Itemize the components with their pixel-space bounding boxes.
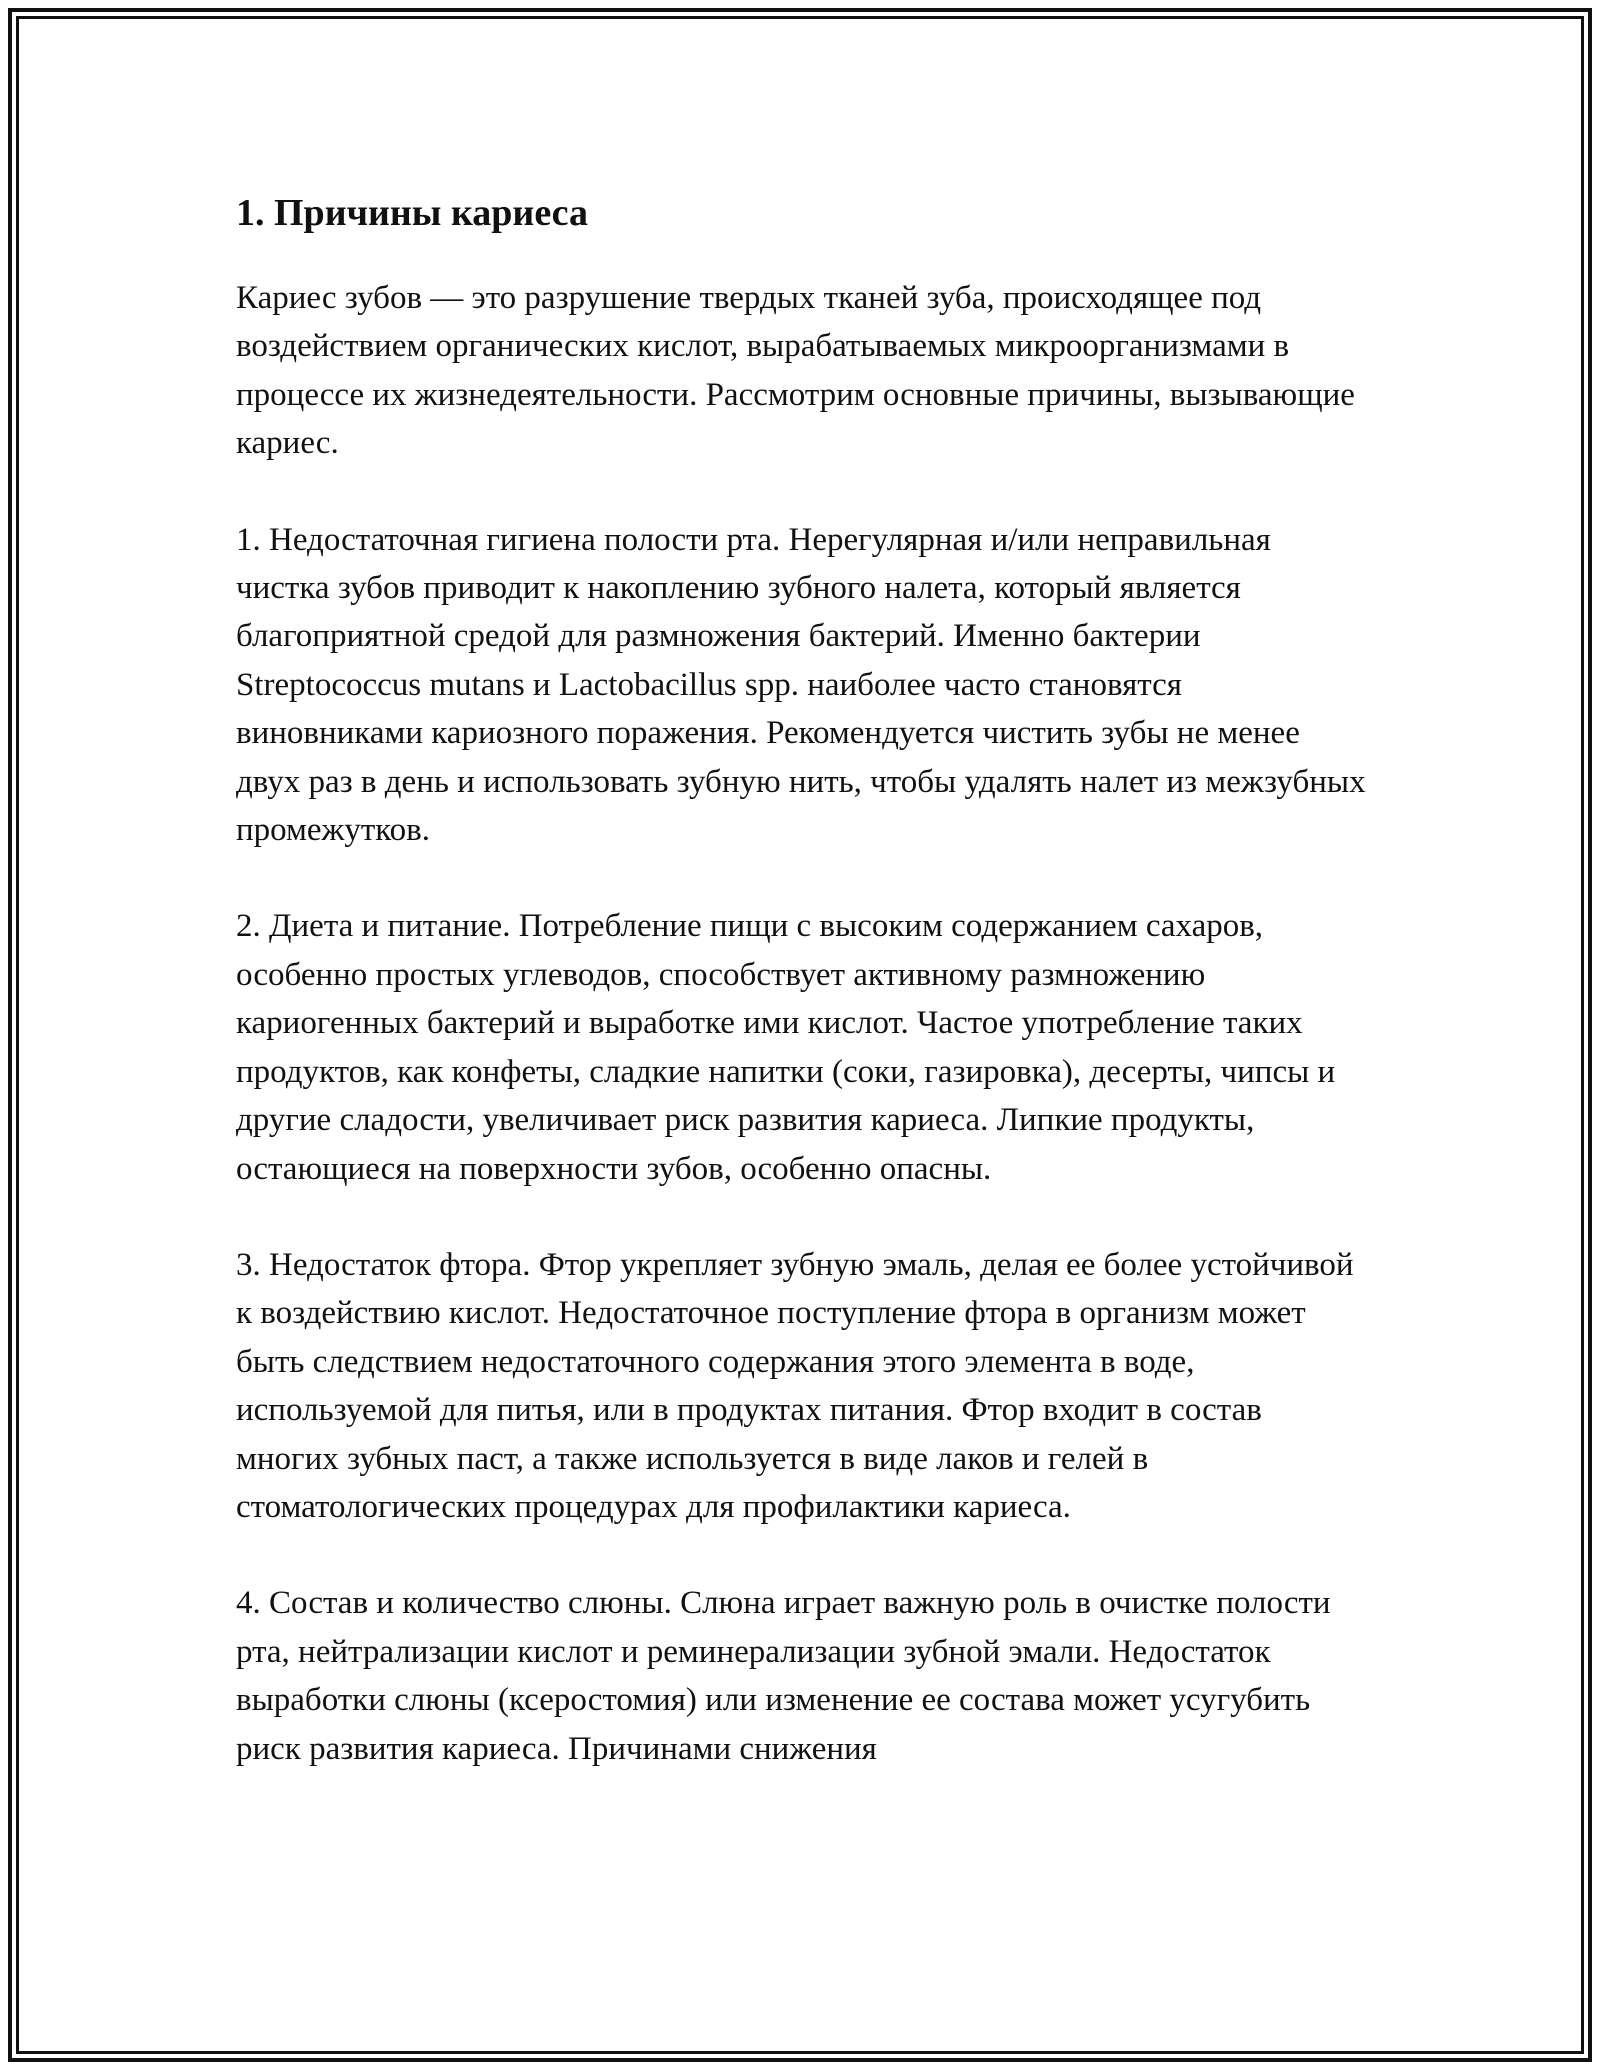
cause-paragraph-saliva: 4. Состав и количество слюны. Слюна играет важную роль в очистке полости рта, нейтрализации кислот и реминерализации зубной эмали. Недостаток выработки слюны (ксеростомия) или изменение ее состава может усугубить риск развития кариеса. Причинами снижения	[236, 1585, 1331, 1767]
cause-paragraph-fluoride: 3. Недостаток фтора. Фтор укрепляет зубную эмаль, делая ее более устойчивой к воздействию кислот. Недостаточное поступление фтора в организм может быть следствием недостаточного содержания этого элемента в воде, используемой для питья, или в продуктах питания. Фтор входит в состав многих зубных паст, а также используется в виде лаков и гелей в стоматологических процедурах для профилактики кариеса.	[236, 1246, 1354, 1525]
cause-paragraph-hygiene: 1. Недостаточная гигиена полости рта. Нерегулярная и/или неправильная чистка зубов приводит к накоплению зубного налета, который является благоприятной средой для размножения бактерий. Именно бактерии Streptococcus mutans и Lactobacillus spp. наиболее часто становятся виновниками кариозного поражения. Рекомендуется чистить зубы не менее двух раз в день и использовать зубную нить, чтобы удалять налет из межзубных промежутков.	[236, 521, 1366, 849]
section-heading: 1. Причины кариеса	[236, 192, 588, 234]
cause-paragraph-diet: 2. Диета и питание. Потребление пищи с высоким содержанием сахаров, особенно простых углеводов, способствует активному размножению кариогенных бактерий и выработке ими кислот. Частое употребление таких продуктов, как конфеты, сладкие напитки (соки, газировка), десерты, чипсы и другие сладости, увеличивает риск развития кариеса. Липкие продукты, остающиеся на поверхности зубов, особенно опасны.	[236, 908, 1336, 1187]
document-body	[236, 180, 1366, 1821]
intro-paragraph: Кариес зубов — это разрушение твердых тканей зуба, происходящее под воздействием органических кислот, вырабатываемых микроорганизмами в процессе их жизнедеятельности. Рассмотрим основные причины, вызывающие кариес.	[236, 280, 1355, 462]
